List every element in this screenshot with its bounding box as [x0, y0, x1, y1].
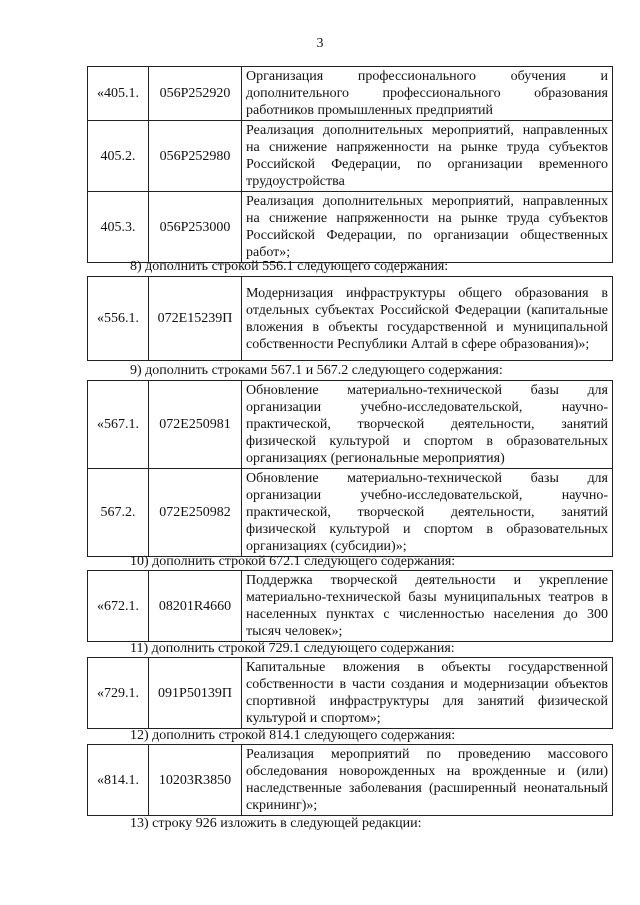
instruction-13: 13) строку 926 изложить в следующей редакции:: [130, 816, 422, 831]
table-row: [88, 67, 613, 121]
budget-code: 10203R3850: [149, 745, 242, 816]
instruction-8: 8) дополнить строкой 556.1 следующего содержания:: [130, 259, 449, 274]
row-number: «556.1.: [88, 277, 149, 361]
budget-code: 056P252980: [149, 121, 242, 192]
table-row: [88, 192, 613, 263]
row-description: Поддержка творческой деятельности и укрепление материально-технической базы муниципальных театров в населенных пунктах с численностью населения до 300 тысяч человек»;: [242, 571, 613, 642]
table-row: [88, 745, 613, 816]
amendment-table-567: [87, 380, 613, 557]
row-number: «672.1.: [88, 571, 149, 642]
row-number: «814.1.: [88, 745, 149, 816]
budget-code: 072E15239П: [149, 277, 242, 361]
row-description: Реализация дополнительных мероприятий, направленных на снижение напряженности на рынке труда субъектов Российской Федерации, по организации общественных работ»;: [242, 192, 613, 263]
row-description: Реализация дополнительных мероприятий, направленных на снижение напряженности на рынке труда субъектов Российской Федерации, по организации временного трудоустройства: [242, 121, 613, 192]
budget-code: 056P252920: [149, 67, 242, 121]
table-row: [88, 469, 613, 557]
table-row: [88, 571, 613, 642]
table-row: [88, 658, 613, 729]
row-description: Капитальные вложения в объекты государственной собственности в части создания и модернизации объектов спортивной инфраструктуры для занятий физической культурой и спортом»;: [242, 658, 613, 729]
instruction-10: 10) дополнить строкой 672.1 следующего содержания:: [130, 554, 456, 569]
row-number: «567.1.: [88, 381, 149, 469]
page-number: 3: [316, 36, 324, 51]
amendment-table-672: [87, 570, 613, 642]
amendment-table-729: [87, 657, 613, 729]
amendment-table-814: [87, 744, 613, 816]
row-number: «405.1.: [88, 67, 149, 121]
amendment-table-405: [87, 66, 613, 263]
row-description: Модернизация инфраструктуры общего образования в отдельных субъектах Российской Федерации (капитальные вложения в объекты государственной и муниципальной собственности Республики Алтай в сфере образования)»;: [242, 277, 613, 361]
row-description: Обновление материально-технической базы для организации учебно-исследовательской, научно-практической, творческой деятельности, занятий физической культурой и спортом в образовательных организациях (субсидии)»;: [242, 469, 613, 557]
table-row: [88, 381, 613, 469]
budget-code: 056P253000: [149, 192, 242, 263]
budget-code: 08201R4660: [149, 571, 242, 642]
row-description: Реализация мероприятий по проведению массового обследования новорожденных на врожденные и (или) наследственные заболевания (расширенный неонатальный скрининг)»;: [242, 745, 613, 816]
row-number: 405.3.: [88, 192, 149, 263]
budget-code: 091P50139П: [149, 658, 242, 729]
budget-code: 072E250982: [149, 469, 242, 557]
instruction-12: 12) дополнить строкой 814.1 следующего содержания:: [130, 728, 456, 743]
table-row: [88, 121, 613, 192]
budget-code: 072E250981: [149, 381, 242, 469]
table-row: [88, 277, 613, 361]
row-description: Обновление материально-технической базы для организации учебно-исследовательской, научно-практической, творческой деятельности, занятий физической культурой и спортом в образовательных организациях (региональные мероприятия): [242, 381, 613, 469]
amendment-table-556: [87, 276, 613, 361]
row-number: 405.2.: [88, 121, 149, 192]
row-number: 567.2.: [88, 469, 149, 557]
instruction-9: 9) дополнить строками 567.1 и 567.2 следующего содержания:: [130, 363, 503, 378]
row-description: Организация профессионального обучения и дополнительного профессионального образования работников промышленных предприятий: [242, 67, 613, 121]
row-number: «729.1.: [88, 658, 149, 729]
instruction-11: 11) дополнить строкой 729.1 следующего содержания:: [130, 641, 455, 656]
